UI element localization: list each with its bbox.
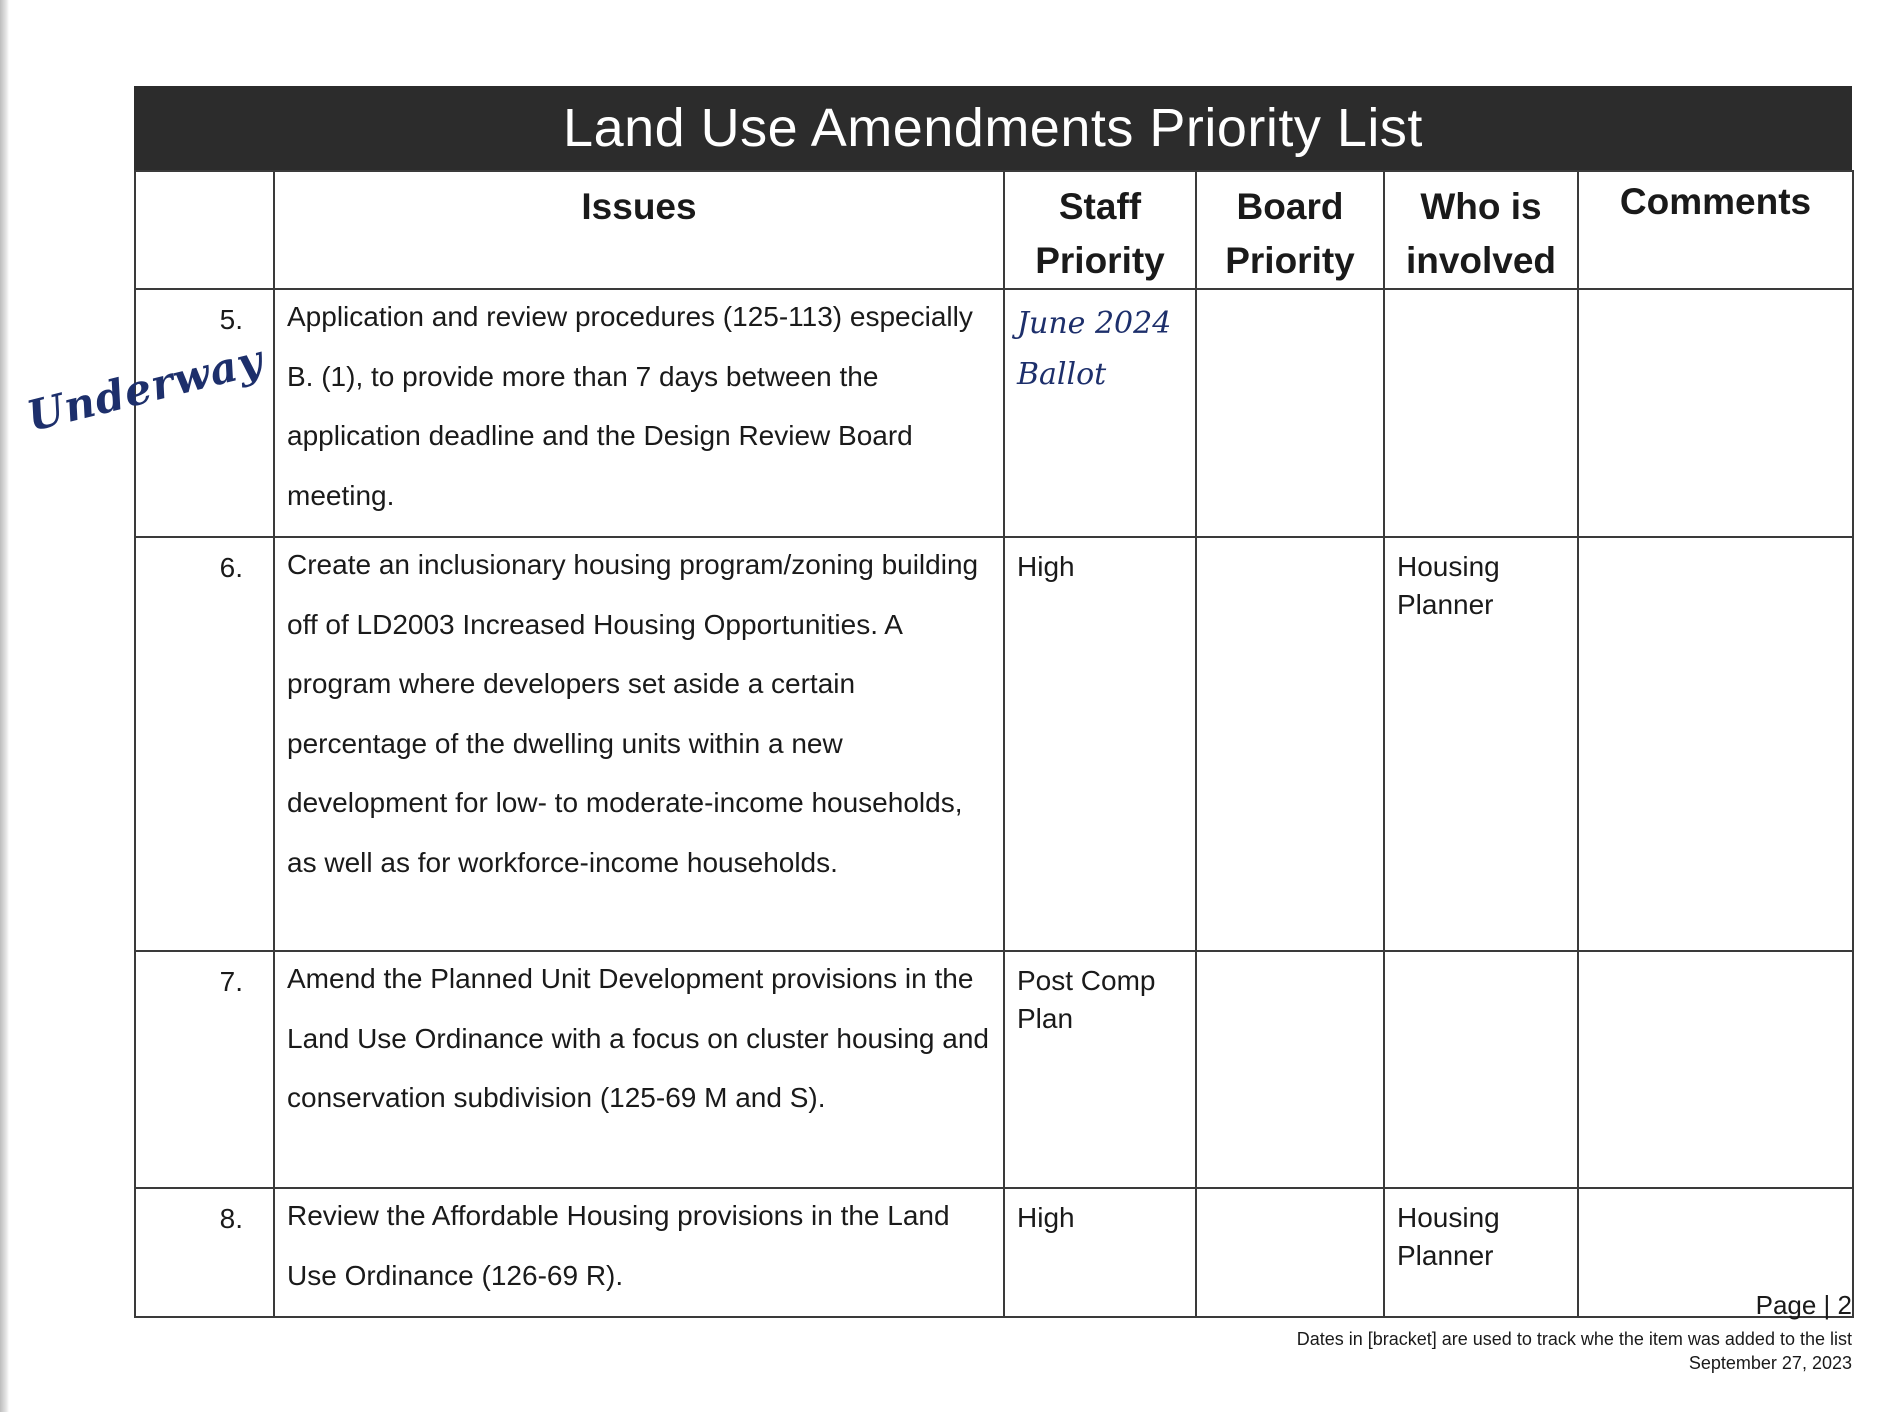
header-number <box>135 171 274 289</box>
row-issue-text: Review the Affordable Housing provisions in the Land Use Ordinance (126-69 R). <box>287 1200 950 1291</box>
row-number: 8. <box>135 1188 274 1317</box>
row-board-priority <box>1196 289 1384 537</box>
handwritten-underway-note: Underway <box>22 335 268 441</box>
row-issue-text: Application and review procedures (125-113) especially B. (1), to provide more than 7 days between the application deadline and the Design Review Board meeting. <box>287 301 973 511</box>
row-board-priority <box>1196 951 1384 1188</box>
table-row <box>135 289 1853 537</box>
row-comments <box>1578 289 1853 537</box>
row-board-priority <box>1196 537 1384 951</box>
header-board-priority: Board Priority <box>1196 171 1384 289</box>
page-number: Page | 2 <box>1755 1290 1852 1320</box>
row-issue <box>274 537 1004 951</box>
table-row <box>135 537 1853 951</box>
header-comments: Comments <box>1578 171 1853 289</box>
table-header-row <box>135 171 1853 289</box>
document-title: Land Use Amendments Priority List <box>134 86 1852 170</box>
row-issue <box>274 951 1004 1188</box>
header-issues: Issues <box>274 171 1004 289</box>
row-who-involved <box>1384 951 1578 1188</box>
footer-date: September 27, 2023 <box>1688 1353 1852 1373</box>
row-issue <box>274 1188 1004 1317</box>
row-issue-text: Create an inclusionary housing program/zoning building off of LD2003 Increased Housing Opportunities. A program where developers set aside a certain percentage of the dwelling units within a new development for low- to moderate-income households, as well as for workforce-income households. <box>287 549 979 878</box>
footer-bracket-note: Dates in [bracket] are used to track whe the item was added to the list <box>1296 1329 1852 1349</box>
row-issue-text: Amend the Planned Unit Development provisions in the Land Use Ordinance with a focus on cluster housing and conservation subdivision (125-69 M and S). <box>287 963 989 1113</box>
row-who-involved: Housing Planner <box>1384 1188 1578 1317</box>
row-number: 6. <box>135 537 274 951</box>
header-staff-priority: Staff Priority <box>1004 171 1196 289</box>
row-who-involved: Housing Planner <box>1384 537 1578 951</box>
footer-notes <box>1297 1327 1852 1375</box>
row-number: 5. <box>135 289 274 537</box>
scan-edge-shadow <box>0 0 9 1412</box>
row-comments <box>1578 537 1853 951</box>
row-staff-priority-handwritten: June 2024 Ballot <box>1004 289 1196 537</box>
table-row <box>135 1188 1853 1317</box>
row-staff-priority: High <box>1004 537 1196 951</box>
row-comments <box>1578 951 1853 1188</box>
table-row <box>135 951 1853 1188</box>
priority-list-sheet <box>134 86 1852 1318</box>
priority-table <box>134 170 1854 1318</box>
header-who-involved: Who is involved <box>1384 171 1578 289</box>
row-who-involved <box>1384 289 1578 537</box>
row-issue <box>274 289 1004 537</box>
row-board-priority <box>1196 1188 1384 1317</box>
row-staff-priority: High <box>1004 1188 1196 1317</box>
row-staff-priority: Post Comp Plan <box>1004 951 1196 1188</box>
row-number: 7. <box>135 951 274 1188</box>
